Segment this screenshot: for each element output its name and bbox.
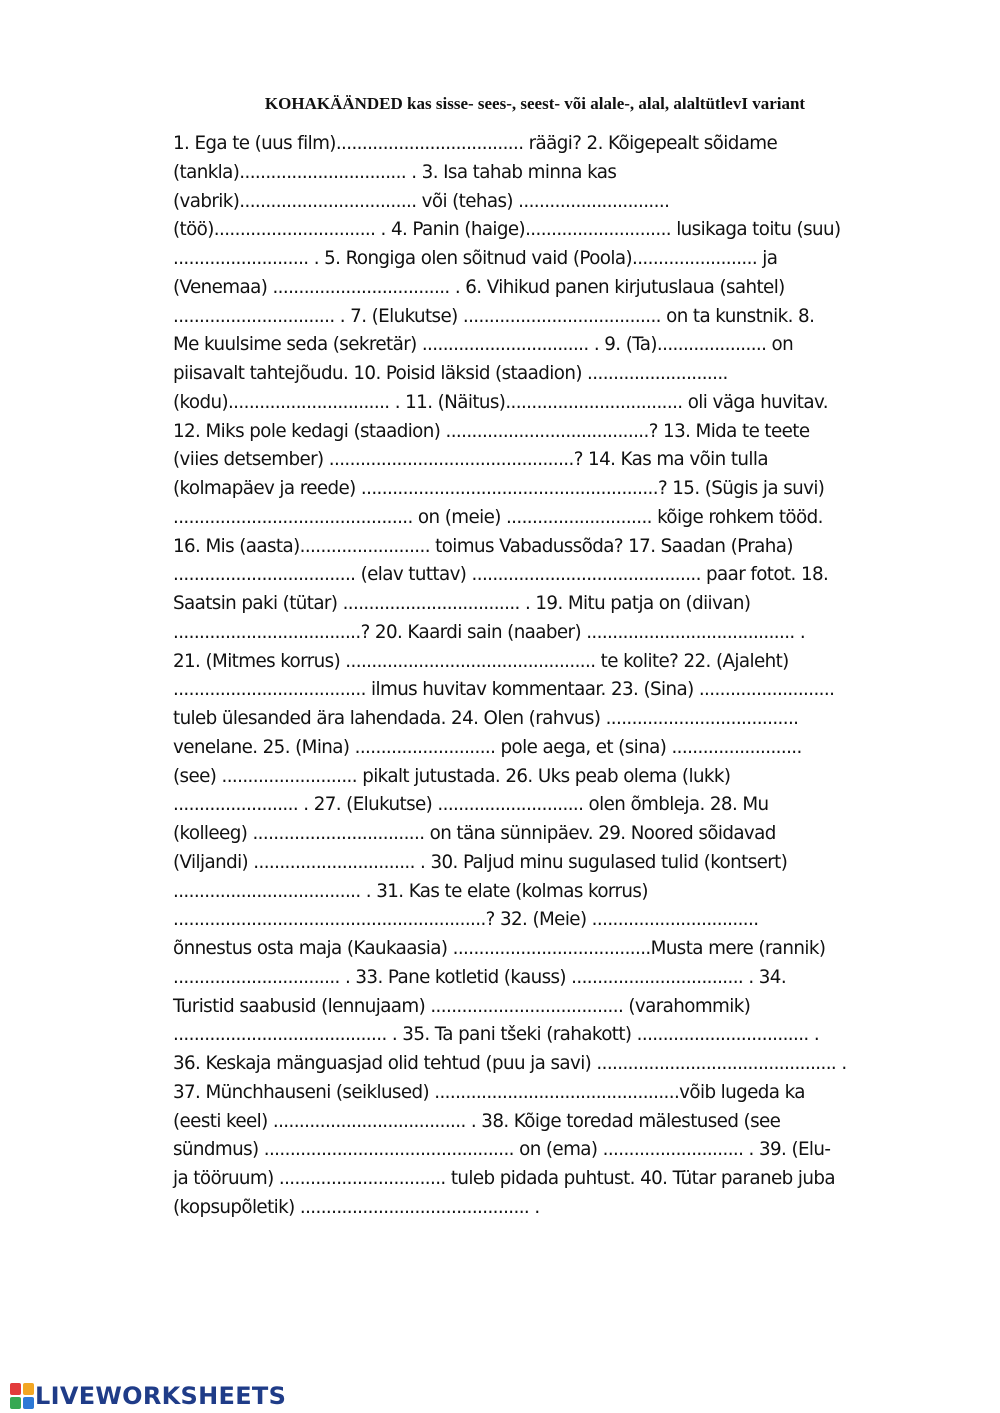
text-line: (vabrik).................................. või (tehas) .............................: [173, 190, 670, 212]
text-line: (Venemaa) .................................. . 6. Vihikud panen kirjutuslaua (sahtel): [173, 276, 785, 298]
text-line: Saatsin paki (tütar) .................................. . 19. Mitu patja on (diivan): [173, 593, 751, 614]
text-line: .................................... . 31. Kas te elate (kolmas korrus): [173, 880, 648, 902]
text-line: (eesti keel) ..................................... . 38. Kõige toredad mälestused (see: [173, 1110, 781, 1132]
text-line: .............................................. on (meie) ............................ kõige rohkem tööd.: [173, 506, 823, 528]
text-line: (töö)............................... . 4. Panin (haige)............................ lusikaga toitu (suu): [173, 219, 841, 241]
text-line: õnnestus osta maja (Kaukaasia) ......................................Musta mere (rannik): [173, 938, 826, 959]
text-line: (viies detsember) ...............................................? 14. Kas ma võin tulla: [173, 449, 768, 471]
text-line: 12. Miks pole kedagi (staadion) .......................................? 13. Mida te teete: [173, 420, 810, 442]
text-line: (kolmapäev ja reede) .........................................................? 15. (Sügis ja suvi): [173, 478, 825, 499]
text-line: ......................................... . 35. Ta pani tšeki (rahakott) ................................. .: [173, 1024, 820, 1046]
text-line: (see) .......................... pikalt jutustada. 26. Uks peab olema (lukk): [173, 765, 731, 787]
text-line: ....................................? 20. Kaardi sain (naaber) ........................................ .: [173, 621, 806, 643]
text-line: (Viljandi) ............................... . 30. Paljud minu sugulased tulid (kontsert): [173, 851, 788, 873]
text-line: piisavalt tahtejõudu. 10. Poisid läksid (staadion) ...........................: [173, 363, 728, 384]
text-line: 1. Ega te (uus film).................................... räägi? 2. Kõigepealt sõidame: [173, 133, 778, 154]
text-line: ja tööruum) ................................ tuleb pidada puhtust. 40. Tütar paraneb juba: [173, 1168, 835, 1189]
footer-brand: LIVEWORKSHEETS: [35, 1382, 287, 1410]
footer-logo: [10, 1381, 286, 1411]
text-line: (tankla)................................ . 3. Isa tahab minna kas: [173, 161, 617, 183]
text-line: Me kuulsime seda (sekretär) ................................ . 9. (Ta)..................... on: [173, 334, 794, 356]
text-line: 16. Mis (aasta)......................... toimus Vabadussõda? 17. Saadan (Praha): [173, 535, 793, 557]
text-line: 36. Keskaja mänguasjad olid tehtud (puu ja savi) .............................................. .: [173, 1053, 847, 1074]
worksheet-body: [173, 130, 953, 1223]
text-line: ................................ . 33. Pane kotletid (kauss) ................................. . 34.: [173, 966, 787, 988]
text-line: ........................ . 27. (Elukutse) ............................ olen õmbleja. 28. Mu: [173, 794, 769, 816]
text-line: (kolleeg) ................................. on täna sünnipäev. 29. Noored sõidavad: [173, 823, 776, 844]
text-line: venelane. 25. (Mina) ........................... pole aega, et (sina) .........................: [173, 736, 802, 758]
text-line: .......................... . 5. Rongiga olen sõitnud vaid (Poola)........................ ja: [173, 248, 778, 269]
text-line: (kodu)............................... . 11. (Näitus).................................. oli väga huvitav.: [173, 391, 828, 413]
text-line: 37. Münchhauseni (seiklused) ...............................................võib lugeda ka: [173, 1081, 805, 1103]
text-line: tuleb ülesanded ära lahendada. 24. Olen (rahvus) .....................................: [173, 708, 799, 729]
text-line: (kopsupõletik) ............................................ .: [173, 1196, 540, 1218]
liveworksheets-logo-icon: [10, 1383, 34, 1409]
text-line: Turistid saabusid (lennujaam) ..................................... (varahommik): [173, 995, 751, 1017]
worksheet-title: KOHAKÄÄNDED kas sisse- sees-, seest- või alale-, alal, alaltütlevI variant: [264, 94, 806, 113]
text-line: sündmus) ................................................ on (ema) ........................... . 39. (Elu-: [173, 1139, 831, 1161]
text-line: ............................... . 7. (Elukutse) ...................................... on ta kunstnik. 8.: [173, 305, 815, 327]
text-line: ................................... (elav tuttav) ............................................ paar fotot. 18.: [173, 564, 829, 586]
text-line: ............................................................? 32. (Meie) ................................: [173, 909, 759, 931]
text-line: 21. (Mitmes korrus) ................................................ te kolite? 22. (Ajaleht): [173, 650, 789, 672]
text-line: ..................................... ilmus huvitav kommentaar. 23. (Sina) ..........................: [173, 679, 835, 701]
